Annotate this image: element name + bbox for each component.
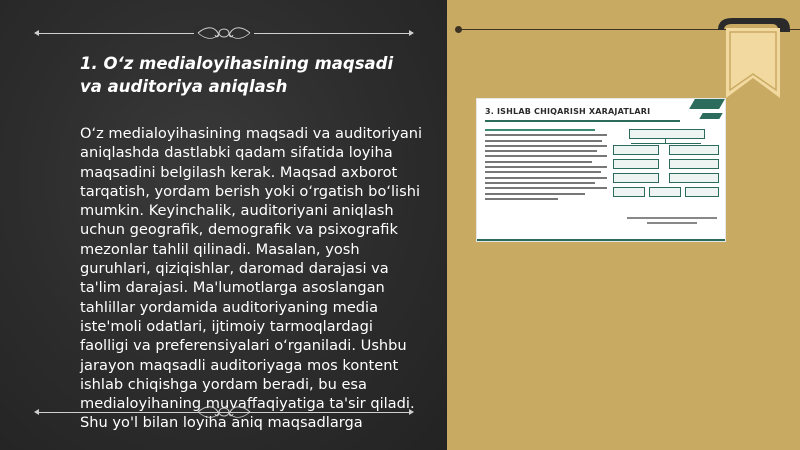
image-text-block: [485, 129, 607, 203]
slide-image: [476, 98, 726, 242]
image-title: 3. ISHLAB CHIQARISH XARAJATLARI: [485, 107, 651, 116]
slide-heading: 1. O‘z medialoyihasining maqsadi va auditoriya aniqlash: [80, 54, 394, 96]
bookmark-icon: [718, 18, 790, 98]
bottom-flourish-ornament: [194, 405, 254, 419]
image-accent-stripe-small: [699, 113, 722, 119]
image-diagram: [611, 127, 721, 212]
top-flourish-ornament: [194, 26, 254, 40]
slide-body-text: O‘z medialoyihasining maqsadi va auditoriyani aniqlashda dastlabki qadam sifatida loyiha maqsadini belgilash kerak. Maqsad axborot tarqatish, yordam berish yoki o‘rgatish bo‘lishi mumkin. Keyinchalik, auditoriyani aniqlash uchun geografik, demografik va psixografik mezonlar tahlil qilinadi. Masalan, yosh guruhlari, qiziqishlar, daromad darajasi va ta'lim darajasi. Ma'lumotlarga asoslangan tahlillar yordamida auditoriyaning media iste'moli odatlari, ijtimoiy tarmoqlardagi faolligi va preferensiyalari o‘rganiladi. Ushbu jarayon maqsadli auditoriyaga mos kontent ishlab chiqishga yordam beradi, bu esa medialoyihaning muvaffaqiyatiga ta'sir qiladi. Shu yo'l bilan loyiha aniq maqsadlarga: [80, 125, 423, 432]
image-caption-line: [627, 217, 717, 219]
image-caption-line: [647, 222, 697, 224]
image-footer-bar: [477, 239, 725, 241]
top-divider-left-arrow: [34, 30, 39, 36]
image-title-underline: [485, 120, 680, 122]
image-accent-stripe: [689, 99, 725, 109]
bottom-divider-left-arrow: [34, 409, 39, 415]
bottom-divider-right-arrow: [409, 409, 414, 415]
top-divider-right-arrow: [409, 30, 414, 36]
